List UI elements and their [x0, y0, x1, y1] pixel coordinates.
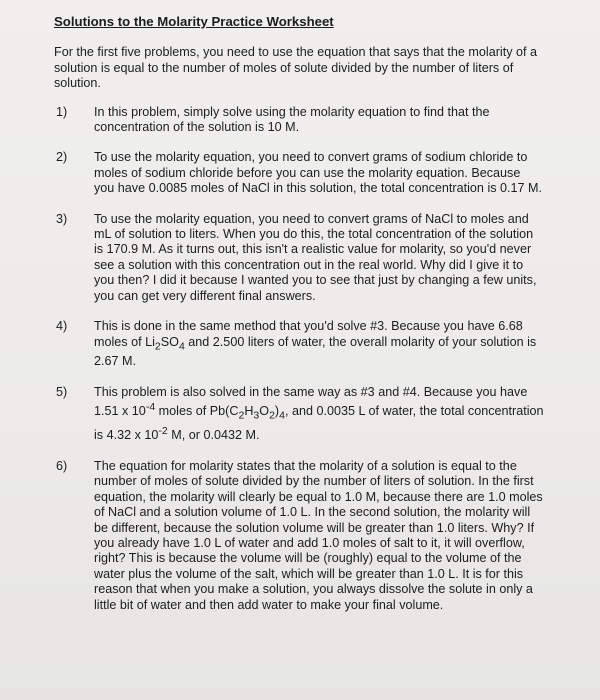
page-title: Solutions to the Molarity Practice Worksheet	[54, 14, 334, 29]
list-item	[54, 385, 544, 444]
item-number: 1)	[56, 104, 68, 119]
intro-paragraph: For the first five problems, you need to use the equation that says that the molarity of a solution is equal to the number of moles of solute divided by the number of liters of solution.	[54, 45, 538, 91]
list-item	[54, 319, 544, 370]
list-item	[54, 212, 544, 304]
list-item	[54, 105, 544, 136]
item-text: This is done in the same method that you'd solve #3. Because you have 6.68 moles of $Li_2SO_4$ and 2.500 liters of water, the overall molarity of your solution is 2.67 M.	[94, 319, 537, 369]
item-number: 4)	[56, 319, 68, 334]
item-number: 6)	[56, 458, 68, 473]
item-number: 2)	[56, 150, 68, 165]
item-text: The equation for molarity states that the molarity of a solution is equal to the number of moles of solute divided by the number of liters of solution. In the first equation, the molarity will clearly be equal to 1.0 M, because there are 1.0 moles of NaCl and a solution volume of 1.0 L. In the second solution, the molarity will be different, because the solution volume will be greater than 1.0 liters. Why? If you already have 1.0 L of water and add 1.0 moles of salt to it, it will overflow, right? This is because the volume will be (roughly) equal to the volume of the water plus the volume of the salt, which will be greater than 1.0 L. It is for this reason that when you make a solution, you always dissolve the solute in only a little bit of water and then add water to make your final volume.	[94, 458, 543, 612]
item-number: 5)	[56, 384, 68, 399]
item-text: In this problem, simply solve using the molarity equation to find that the concentration of the solution is 10 M.	[94, 104, 490, 135]
item-text: This problem is also solved in the same way as #3 and #4. Because you have 1.51 x $10^{-4}$ moles of $Pb(C_2H_3O_2)_4$, and 0.0035 L of water, the total concentration is 4.32 x $10^{-2}$ M, or 0.0432 M.	[94, 384, 544, 443]
list-item	[54, 150, 544, 196]
item-text: To use the molarity equation, you need to convert grams of NaCl to moles and mL of solution to liters. When you do this, the total concentration of the solution is 170.9 M. As it turns out, this isn't a realistic value for molarity, so you'd never see a solution with this concentration out in the real world. Why did I give it to you then? I did it because I wanted you to see that just by changing a few units, you can get very different final answers.	[94, 211, 537, 303]
solutions-list	[54, 105, 544, 613]
list-item	[54, 459, 544, 613]
item-number: 3)	[56, 211, 68, 226]
item-text: To use the molarity equation, you need to convert grams of sodium chloride to moles of sodium chloride before you can use the molarity equation. Because you have 0.0085 moles of NaCl in this solution, the total concentration is 0.17 M.	[94, 150, 543, 196]
